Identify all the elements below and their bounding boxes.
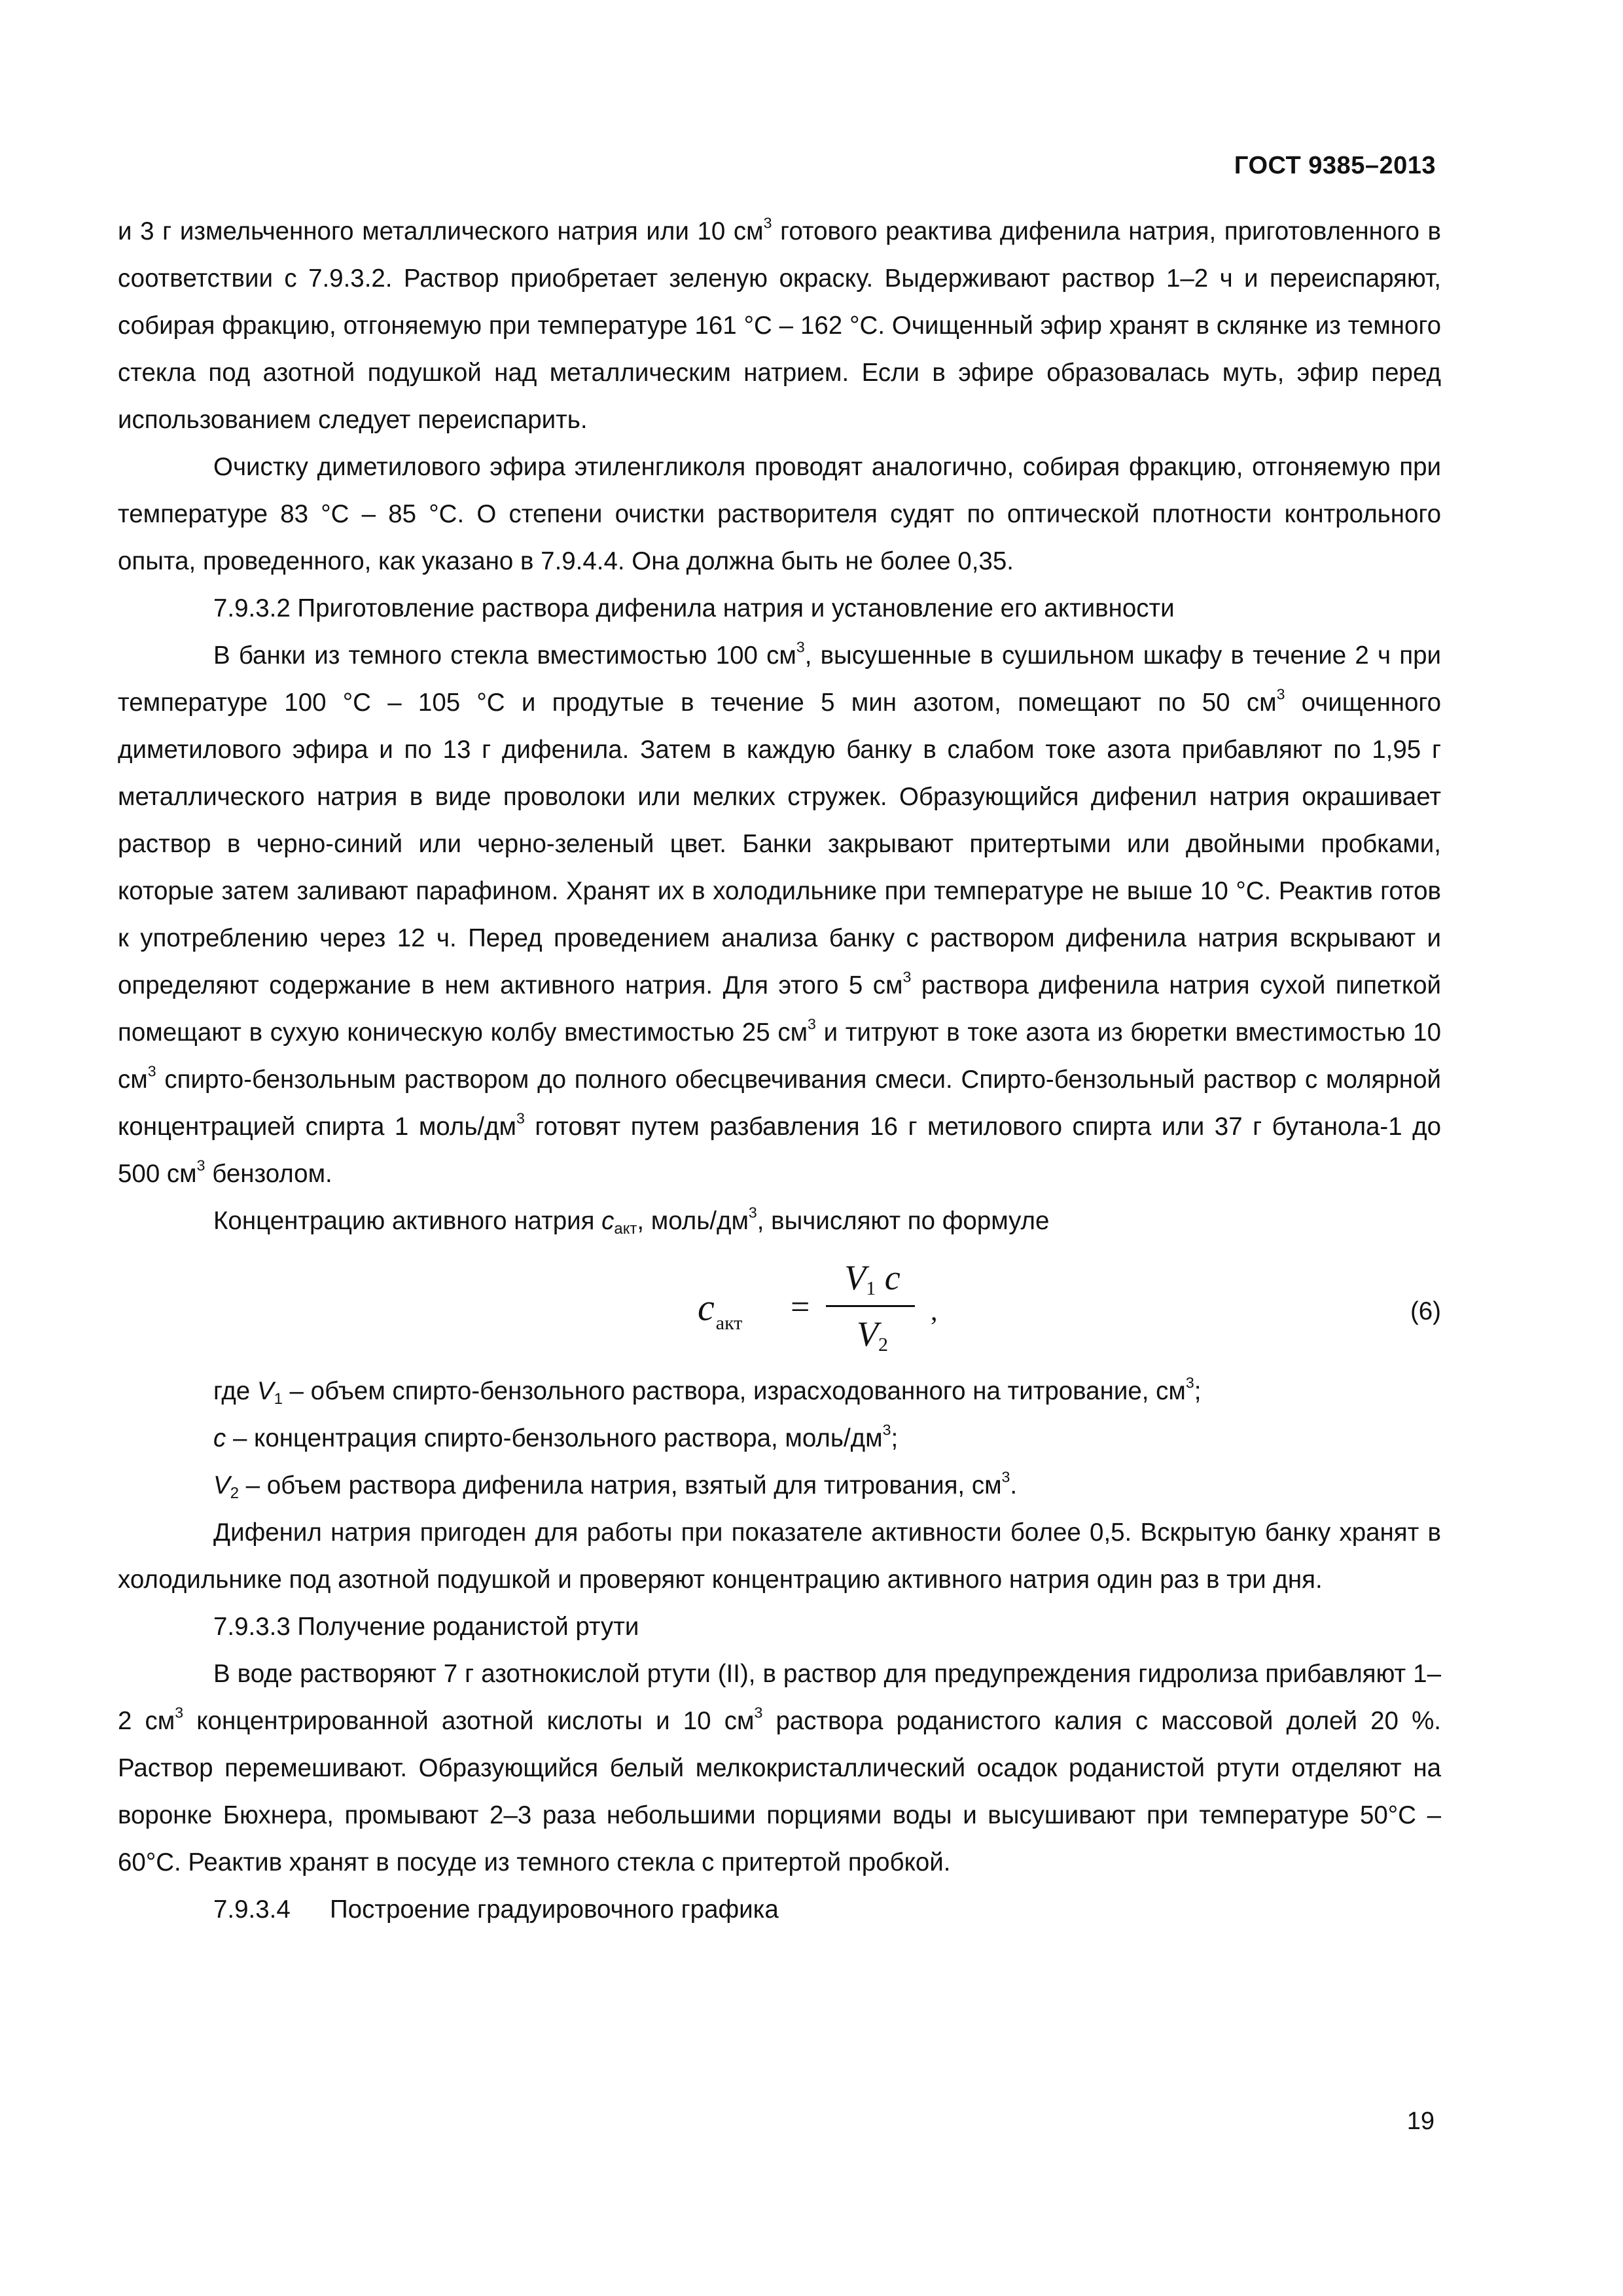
formula-where-v1: где $V_1$ – объем спирто-бензольного раствора, израсходованного на титрование, $см^3$; bbox=[213, 1374, 1202, 1408]
formula-denominator: V2 bbox=[857, 1314, 888, 1355]
formula-6 bbox=[118, 1254, 1441, 1364]
formula-lhs: $с_{акт}$ bbox=[698, 1286, 743, 1334]
document-body bbox=[118, 208, 1441, 1933]
page-number: 19 bbox=[1406, 2108, 1435, 2135]
formula-equals: = bbox=[791, 1289, 810, 1326]
paragraph-diphenyl-sodium-preparation: В банки из темного стекла вместимостью 100 $см^3$, высушенные в сушильном шкафу в течение 2 ч при температуре 100 °С – 105 °С и продутые в течение 5 мин азотом, помещают по 50 $см^3$ очищенного диметилового эфира и по 13 г дифенила. Затем в каждую банку в слабом токе азота прибавляют по 1,95 г металлического натрия в виде проволоки или мелких стружек. Образующийся дифенил натрия окрашивает раствор в черно-синий или черно-зеленый цвет. Банки закрывают притертыми или двойными пробками, которые затем заливают парафином. Хранят их в холодильнике при температуре не выше 10 °С. Реактив готов к употреблению через 12 ч. Перед проведением анализа банку с раствором дифенила натрия вскрывают и определяют содержание в нем активного натрия. Для этого 5 $см^3$ раствора дифенила натрия сухой пипеткой помещают в сухую коническую колбу вместимостью 25 $см^3$ и титруют в токе азота из бюретки вместимостью 10 $см^3$ спирто-бензольным раствором до полного обесцвечивания смеси. Спирто-бензольный раствор с молярной концентрацией спирта 1 моль/$дм^3$ готовят путем разбавления 16 г метилового спирта или 37 г бутанола-1 до 500 $см^3$ бензолом. bbox=[118, 638, 1441, 1188]
formula-fraction-bar bbox=[826, 1305, 915, 1307]
formula-where-c: с – концентрация спирто-бензольного раствора, моль/$дм^3$; bbox=[213, 1421, 899, 1452]
section-heading-7-9-3-4: 7.9.3.4 Построение градуировочного графика bbox=[213, 1895, 779, 1924]
paragraph-glycol-ether-purification: Очистку диметилового эфира этиленгликоля проводят аналогично, собирая фракцию, отгоняемую при температуре 83 °С – 85 °С. О степени очистки растворителя судят по оптической плотности контрольного опыта, проведенного, как указано в 7.9.4.4. Она должна быть не более 0,35. bbox=[118, 453, 1441, 575]
formula-comma: , bbox=[931, 1297, 938, 1327]
section-heading-7-9-3-2: 7.9.3.2 Приготовление раствора дифенила натрия и установление его активности bbox=[213, 594, 1175, 622]
paragraph-activity-storage: Дифенил натрия пригоден для работы при показателе активности более 0,5. Вскрытую банку хранят в холодильнике под азотной подушкой и проверяют концентрацию активного натрия один раз в три дня. bbox=[118, 1518, 1441, 1594]
formula-where-v2: $V_2$ – объем раствора дифенила натрия, взятый для титрования, $см^3$. bbox=[213, 1468, 1018, 1503]
paragraph-mercury-thiocyanate: В воде растворяют 7 г азотнокислой ртути (II), в раствор для предупреждения гидролиза прибавляют 1–2 $см^3$ концентрированной азотной кислоты и 10 $см^3$ раствора роданистого калия с массовой долей 20 %. Раствор перемешивают. Образующийся белый мелкокристаллический осадок роданистой ртути отделяют на воронке Бюхнера, промывают 2–3 раза небольшими порциями воды и высушивают при температуре 50°С – 60°С. Реактив хранят в посуде из темного стекла с притертой пробкой. bbox=[118, 1660, 1441, 1876]
paragraph-concentration-intro: Концентрацию активного натрия $с_{акт}$, моль/$дм^3$, вычисляют по формуле bbox=[213, 1204, 1050, 1238]
section-heading-7-9-3-3: 7.9.3.3 Получение роданистой ртути bbox=[213, 1613, 639, 1641]
paragraph-ether-purification: и 3 г измельченного металлического натрия или 10 $см^3$ готового реактива дифенила натрия, приготовленного в соответствии с 7.9.3.2. Раствор приобретает зеленую окраску. Выдерживают раствор 1–2 ч и переиспаряют, собирая фракцию, отгоняемую при температуре 161 °С – 162 °С. Очищенный эфир хранят в склянке из темного стекла под азотной подушкой над металлическим натрием. Если в эфире образовалась муть, эфир перед использованием следует переиспарить. bbox=[118, 214, 1441, 434]
formula-numerator: V1 c bbox=[844, 1258, 901, 1299]
formula-number: (6) bbox=[1410, 1297, 1441, 1325]
standard-header: ГОСТ 9385–2013 bbox=[1234, 152, 1436, 179]
